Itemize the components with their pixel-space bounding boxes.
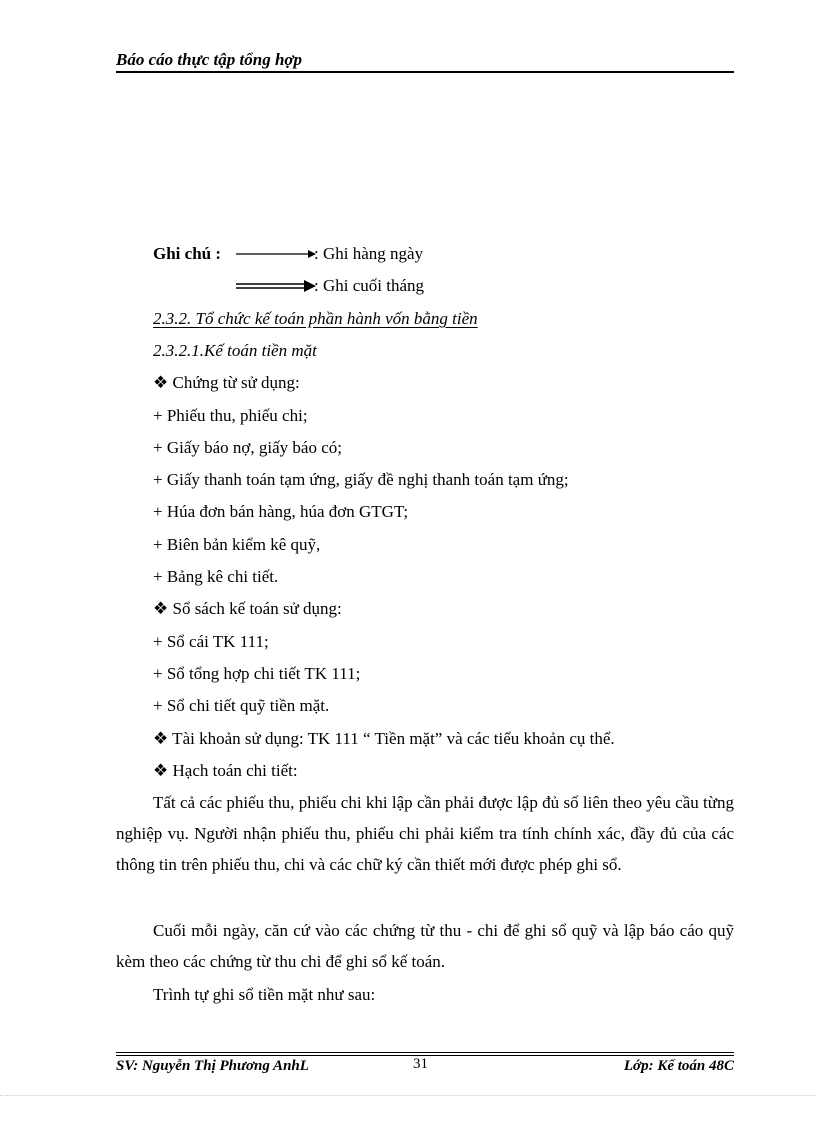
paragraph: Tất cả các phiếu thu, phiếu chi khi lập cần phải được lập đủ số liên theo yêu cầu từng nghiệp vụ. Người nhận phiếu thu, phiếu chi phải kiểm tra tính chính xác, đầy đủ của các thông tin trên phiếu thu, chi và các chữ ký cần thiết mới được phép ghi sổ. — [116, 793, 734, 874]
list-item: ❖ Chứng từ sử dụng: — [153, 373, 300, 392]
list-item: + Sổ tổng hợp chi tiết TK 111; — [153, 664, 361, 683]
list-item: + Sổ cái TK 111; — [153, 632, 269, 651]
paragraph: Trình tự ghi sổ tiền mặt như sau: — [153, 985, 376, 1004]
footer-student: SV: Nguyễn Thị Phương AnhL — [116, 1058, 309, 1074]
list-item: + Húa đơn bán hàng, húa đơn GTGT; — [153, 502, 409, 521]
double-arrow-icon — [236, 279, 316, 293]
list-item: ❖ Sổ sách kế toán sử dụng: — [153, 599, 342, 618]
legend-daily: : Ghi hàng ngày — [314, 244, 424, 263]
list-item: + Sổ chi tiết quỹ tiền mặt. — [153, 696, 330, 715]
page-number: 31 — [413, 1056, 428, 1072]
paragraph: Cuối mỗi ngày, căn cứ vào các chứng từ thu - chi để ghi sổ quỹ và lập báo cáo quỹ kèm theo các chứng từ thu chi để ghi sổ kế toán. — [116, 921, 734, 971]
footer-class: Lớp: Kế toán 48C — [623, 1058, 734, 1074]
list-item: + Biên bản kiểm kê quỹ, — [153, 535, 321, 554]
legend-monthly: : Ghi cuối tháng — [314, 276, 425, 295]
footer-rule — [116, 1052, 734, 1053]
list-item: + Giấy thanh toán tạm ứng, giấy đề nghị thanh toán tạm ứng; — [153, 470, 569, 489]
single-arrow-icon — [236, 247, 316, 261]
list-item: ❖ Hạch toán chi tiết: — [153, 761, 298, 780]
list-item: ❖ Tài khoản sử dụng: TK 111 “ Tiền mặt” và các tiểu khoản cụ thể. — [153, 729, 615, 748]
legend-label: Ghi chú : — [153, 244, 222, 263]
list-item: + Phiếu thu, phiếu chi; — [153, 406, 308, 425]
list-item: + Giấy báo nợ, giấy báo có; — [153, 438, 343, 457]
list-item: + Bảng kê chi tiết. — [153, 567, 279, 586]
header-title: Báo cáo thực tập tổng hợp — [116, 50, 303, 69]
section-heading: 2.3.2. Tổ chức kế toán phần hành vốn bằng tiền — [153, 309, 478, 328]
section-subheading: 2.3.2.1.Kế toán tiền mặt — [153, 341, 317, 360]
page-edge-dots — [0, 1095, 816, 1096]
header-rule — [116, 71, 734, 73]
